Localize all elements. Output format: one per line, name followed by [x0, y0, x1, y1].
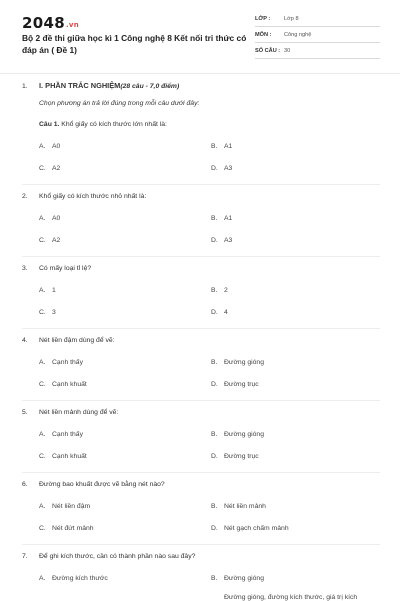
- question-4-text: 4. Nét liền đậm dùng để vẽ:: [22, 337, 115, 344]
- question-divider: [22, 328, 380, 329]
- meta-subject: MÔN : Công nghệ: [255, 28, 380, 43]
- meta-class: LỚP : Lớp 8: [255, 12, 380, 27]
- option-a[interactable]: A. Nét liền đậm: [39, 503, 91, 510]
- header-divider: [0, 73, 400, 74]
- option-b[interactable]: B. Đường gióng: [211, 431, 264, 438]
- option-c[interactable]: C. Cạnh khuất: [39, 453, 87, 460]
- question-1-text: Câu 1. Khổ giấy có kích thước lớn nhất là:: [39, 121, 167, 128]
- option-a[interactable]: A. A0: [39, 143, 61, 150]
- option-d[interactable]: D. Đường trục: [211, 453, 259, 460]
- option-b[interactable]: B. A1: [211, 215, 233, 222]
- document-title: Bộ 2 đề thi giữa học kì 1 Công nghệ 8 Kết nối tri thức có đáp án ( Đề 1): [22, 33, 247, 55]
- question-divider: [22, 184, 380, 185]
- question-divider: [22, 544, 380, 545]
- option-a[interactable]: A. 1: [39, 287, 56, 294]
- option-b[interactable]: B. 2: [211, 287, 228, 294]
- question-divider: [22, 472, 380, 473]
- question-5-text: 5. Nét liền mảnh dùng để vẽ:: [22, 409, 119, 416]
- option-a[interactable]: A. A0: [39, 215, 61, 222]
- question-1-heading: 1. I. PHẦN TRẮC NGHIỆM(28 câu - 7,0 điểm): [22, 81, 180, 90]
- question-7-text: 7. Để ghi kích thước, cần có thành phần nào sau đây?: [22, 553, 196, 560]
- question-2-text: 2. Khổ giấy có kích thước nhỏ nhất là:: [22, 193, 147, 200]
- option-b[interactable]: B. Đường gióng: [211, 359, 264, 366]
- option-c[interactable]: C. A2: [39, 165, 61, 172]
- question-divider: [22, 400, 380, 401]
- question-6-text: 6. Đường bao khuất được vẽ bằng nét nào?: [22, 481, 165, 488]
- option-d[interactable]: D. A3: [211, 165, 233, 172]
- option-c[interactable]: C. A2: [39, 237, 61, 244]
- option-d-partial[interactable]: Đường gióng, đường kích thước, giá trị kích: [224, 594, 358, 601]
- site-logo[interactable]: 2048.vn: [22, 14, 80, 32]
- option-a[interactable]: A. Đường kích thước: [39, 575, 108, 582]
- option-c[interactable]: C. Cạnh khuất: [39, 381, 87, 388]
- option-d[interactable]: D. Đường trục: [211, 381, 259, 388]
- option-a[interactable]: A. Cạnh thấy: [39, 359, 83, 366]
- option-b[interactable]: B. Đường gióng: [211, 575, 264, 582]
- option-b[interactable]: B. A1: [211, 143, 233, 150]
- option-d[interactable]: D. 4: [211, 309, 228, 316]
- option-d[interactable]: D. A3: [211, 237, 233, 244]
- header: [0, 0, 400, 72]
- option-c[interactable]: C. 3: [39, 309, 56, 316]
- option-a[interactable]: A. Cạnh thấy: [39, 431, 83, 438]
- question-3-text: 3. Có mấy loại tỉ lệ?: [22, 265, 92, 272]
- meta-question-count: SỐ CÂU : 30: [255, 44, 380, 59]
- option-b[interactable]: B. Nét liền mảnh: [211, 503, 266, 510]
- option-d[interactable]: D. Nét gạch chấm mảnh: [211, 525, 289, 532]
- option-c[interactable]: C. Nét đứt mảnh: [39, 525, 94, 532]
- section-instruction: Chọn phương án trả lời đúng trong mỗi câu dưới đây:: [39, 100, 200, 107]
- question-divider: [22, 256, 380, 257]
